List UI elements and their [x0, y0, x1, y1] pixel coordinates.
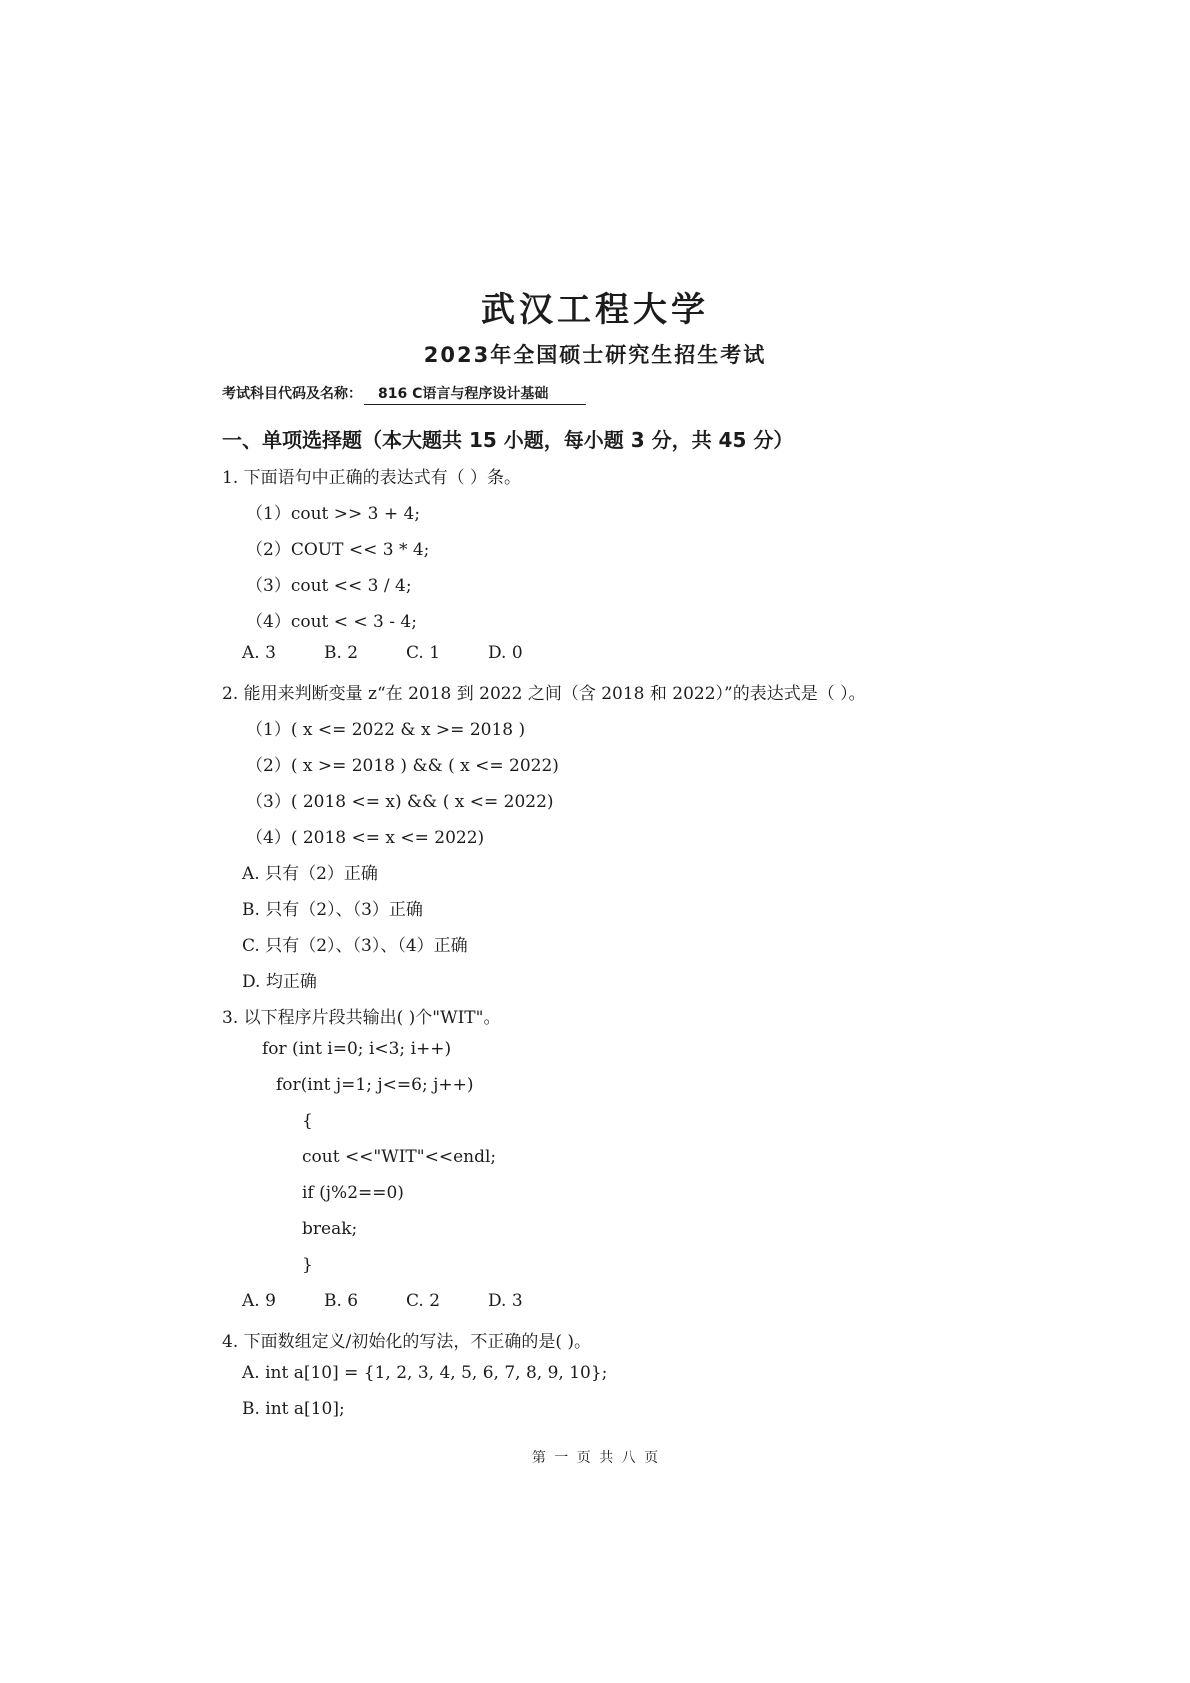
question-3-option-b: B. 6 — [324, 1291, 359, 1311]
question-3-code-line-5: if (j%2==0) — [302, 1183, 404, 1203]
question-3-code-line-6: break; — [302, 1219, 358, 1239]
question-4-option-b: B. int a[10]; — [242, 1399, 345, 1419]
section-title: 一、单项选择题（本大题共 15 小题，每小题 3 分，共 45 分） — [222, 428, 794, 452]
question-3-option-a: A. 9 — [242, 1291, 276, 1311]
subject-value: 816 C语言与程序设计基础 — [364, 383, 586, 405]
question-2-item-1: （1）( x <= 2022 & x >= 2018 ) — [246, 720, 526, 740]
question-1-item-3: （3）cout << 3 / 4; — [246, 576, 412, 596]
question-1-options — [242, 643, 523, 663]
subject-row — [222, 383, 586, 405]
question-2-item-2: （2）( x >= 2018 ) && ( x <= 2022) — [246, 756, 559, 776]
question-3-stem: 3. 以下程序片段共输出( )个"WIT"。 — [222, 1008, 501, 1028]
question-2-item-3: （3）( 2018 <= x) && ( x <= 2022) — [246, 792, 554, 812]
question-3-code-line-7: } — [302, 1255, 313, 1275]
question-1-option-d: D. 0 — [488, 643, 523, 663]
question-2-stem: 2. 能用来判断变量 z“在 2018 到 2022 之间（含 2018 和 2022）”的表达式是（ ）。 — [222, 684, 866, 704]
question-2-option-b: B. 只有（2）、（3）正确 — [242, 900, 423, 920]
question-1-option-c: C. 1 — [406, 643, 441, 663]
question-3-option-d: D. 3 — [488, 1291, 523, 1311]
question-4-option-a: A. int a[10] = {1, 2, 3, 4, 5, 6, 7, 8, 9, 10}; — [242, 1363, 608, 1383]
question-3-options — [242, 1291, 523, 1311]
question-1-item-2: （2）COUT << 3 * 4; — [246, 540, 430, 560]
question-3-code-line-2: for(int j=1; j<=6; j++) — [276, 1075, 474, 1095]
question-3-code-line-1: for (int i=0; i<3; i++) — [262, 1039, 452, 1059]
question-3-option-c: C. 2 — [406, 1291, 441, 1311]
question-4-stem: 4. 下面数组定义/初始化的写法，不正确的是( )。 — [222, 1332, 592, 1352]
question-2-option-d: D. 均正确 — [242, 972, 317, 992]
question-1-option-b: B. 2 — [324, 643, 359, 663]
question-2-item-4: （4）( 2018 <= x <= 2022) — [246, 828, 485, 848]
question-2-option-c: C. 只有（2）、（3）、（4）正确 — [242, 936, 468, 956]
question-3-code-line-4: cout <<"WIT"<<endl; — [302, 1147, 497, 1167]
question-1-option-a: A. 3 — [242, 643, 276, 663]
question-2-option-a: A. 只有（2）正确 — [242, 864, 378, 884]
question-1-stem: 1. 下面语句中正确的表达式有（ ）条。 — [222, 468, 522, 488]
subject-label: 考试科目代码及名称： — [222, 386, 362, 402]
page-footer: 第 一 页 共 八 页 — [531, 1450, 659, 1466]
question-1-item-1: （1）cout >> 3 + 4; — [246, 504, 421, 524]
question-3-code-line-3: { — [302, 1111, 313, 1131]
question-1-item-4: （4）cout < < 3 - 4; — [246, 612, 417, 632]
exam-subtitle: 2023年全国硕士研究生招生考试 — [423, 343, 767, 367]
university-title: 武汉工程大学 — [481, 290, 709, 330]
